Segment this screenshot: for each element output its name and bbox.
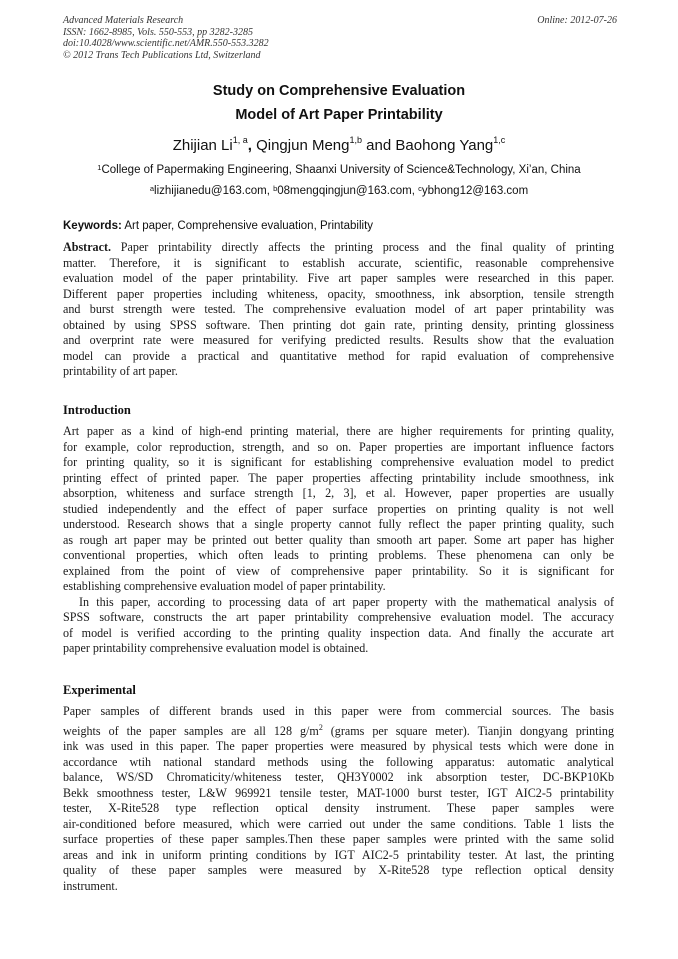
exp-line: surface properties of these paper samples.Then these paper samples were printed with the same solid bbox=[63, 832, 614, 847]
intro-line: understood. Research shows that a single property cannot fully reflect the paper printing quality, such bbox=[63, 517, 614, 531]
doi-line: doi:10.4028/www.scientific.net/AMR.550-553.3282 bbox=[63, 38, 269, 49]
exp-line: tester, X-Rite528 type reflection optical density instrument. These paper samples were bbox=[63, 801, 614, 816]
abstract-line: Different paper properties including whiteness, opacity, smoothness, ink absorption, tensile strength bbox=[63, 286, 614, 301]
intro-line: for printing quality, so it is significant for establishing comprehensive evaluation model to predict bbox=[63, 455, 614, 469]
paper-title-line-1: Study on Comprehensive Evaluation bbox=[212, 83, 466, 99]
author-list bbox=[0, 137, 678, 154]
abstract-line: and overprint rate were measured for verifying predicted results. Results show that the evaluation bbox=[63, 333, 614, 347]
section-heading-introduction: Introduction bbox=[63, 403, 131, 417]
email-mark-b: b bbox=[273, 184, 278, 193]
intro-line: establishing comprehensive evaluation model of paper printability. bbox=[63, 579, 386, 593]
intro-line: Art paper as a kind of high-end printing material, there are higher requirements for printing quality, bbox=[63, 424, 614, 438]
online-date: Online: 2012-07-26 bbox=[537, 15, 617, 26]
section-heading-experimental: Experimental bbox=[63, 683, 136, 697]
exp-line: balance, WS/SD Chromaticity/whiteness tester, QH3Y0002 ink absorption tester, DC-BKP10Kb bbox=[63, 770, 614, 785]
intro-line: printing effect of printed paper. The paper properties affecting printability include smoothness, ink bbox=[63, 470, 614, 485]
email-mark-c: c bbox=[418, 184, 422, 193]
email-mark-a: a bbox=[149, 184, 155, 193]
author-separator: , bbox=[247, 137, 257, 154]
exp-line: ink was used in this paper. The paper properties were measured by physical tests which were done in bbox=[63, 739, 614, 754]
email-a: lizhijianedu@163.com, bbox=[154, 185, 274, 197]
intro-line: explained from the point of view of comprehensive paper printability. So it is significant for bbox=[63, 563, 614, 578]
author-separator: and bbox=[362, 137, 396, 154]
intro-line: absorption, whiteness and surface strength [1, 2, 3], et al. However, paper properties are usually bbox=[63, 486, 614, 500]
exp-text: weights of the paper samples are all 128 g/m bbox=[63, 723, 319, 738]
intro-line: conventional properties, which often leads to printing problems. These phenomena can only be bbox=[63, 548, 614, 562]
intro-line: of model is verified according to the printing quality inspection data. And finally the accurate art bbox=[63, 625, 614, 640]
abstract-line: evaluation model of the paper printability. Five art paper samples were researched in this paper. bbox=[63, 271, 614, 285]
experimental-body bbox=[63, 704, 614, 894]
author-3-affiliation-mark: 1,c bbox=[493, 135, 506, 145]
exp-line: areas and ink in uniform printing conditions by IGT AIC2-5 printability tester. At last, the printing bbox=[63, 847, 614, 862]
intro-line: In this paper, according to processing data of art paper property with the mathematical analysis of bbox=[79, 594, 614, 609]
abstract-label: Abstract. bbox=[63, 240, 112, 254]
exp-line: Paper samples of different brands used in this paper were from commercial sources. The basis bbox=[63, 704, 614, 718]
exp-line bbox=[63, 720, 614, 740]
intro-line: as rough art paper may be printed out better quality than smooth art paper. Some art paper has higher bbox=[63, 532, 614, 547]
intro-line: paper printability comprehensive evaluation model is obtained. bbox=[63, 641, 369, 655]
journal-header bbox=[63, 15, 617, 61]
abstract-text: Paper printability directly affects the printing process and the final quality of printing bbox=[111, 240, 614, 254]
intro-line: for example, color reproduction, strength, and so on. Paper properties are important influence factors bbox=[63, 439, 614, 454]
exp-line: Bekk smoothness tester, L&W 969921 tensile tester, MAT-1000 burst tester, IGT AIC2-5 printability bbox=[63, 785, 614, 800]
paper-title-line-2: Model of Art Paper Printability bbox=[235, 107, 443, 123]
author-2: Qingjun Meng bbox=[256, 137, 350, 154]
keywords-text: Art paper, Comprehensive evaluation, Printability bbox=[121, 220, 374, 232]
exp-text: (grams per square meter). Tianjin dongyang printing bbox=[322, 723, 614, 738]
exp-line: air-conditioned before measured, which were carried out under the same conditions. Table 1 lists the bbox=[63, 816, 614, 831]
author-3: Baohong Yang bbox=[395, 137, 494, 154]
exp-line: instrument. bbox=[63, 878, 118, 893]
abstract-line: obtained by using SPSS software. Then printing dot gain rate, printing density, printing glossiness bbox=[63, 317, 614, 332]
author-1-affiliation-mark: 1, a bbox=[232, 135, 248, 145]
author-2-affiliation-mark: 1,b bbox=[349, 135, 363, 145]
affiliation bbox=[0, 164, 678, 176]
exp-line: quality of these paper samples were measured by X-Rite528 type reflection optical density bbox=[63, 863, 614, 878]
intro-line: studied independently and the effect of paper surface properties on printing quality is not well bbox=[63, 501, 614, 516]
exp-superscript: 2 bbox=[318, 722, 323, 732]
abstract bbox=[63, 240, 614, 380]
keywords-label: Keywords: bbox=[63, 220, 122, 232]
journal-name: Advanced Materials Research bbox=[63, 15, 184, 26]
exp-line: accordance wtih national standard methods using the following apparatus: automatic analytical bbox=[63, 754, 614, 769]
copyright-line: © 2012 Trans Tech Publications Ltd, Switzerland bbox=[63, 49, 261, 61]
abstract-line: printability of art paper. bbox=[63, 364, 178, 378]
abstract-line: model can provide a practical and quantitative method for rapid evaluation of comprehensive bbox=[63, 348, 614, 363]
affiliation-text: College of Papermaking Engineering, Shaanxi University of Science&Technology, Xi’an, China bbox=[101, 164, 581, 176]
intro-line: SPSS software, constructs the art paper printability comprehensive evaluation model. The accuracy bbox=[63, 610, 614, 624]
author-1: Zhijian Li bbox=[172, 137, 233, 154]
abstract-line: matter. Therefore, it is significant to establish accurate, scientific, reasonable comprehensive bbox=[63, 255, 614, 270]
abstract-line: and burst strength were tested. The comprehensive evaluation model of art paper printability was bbox=[63, 302, 614, 316]
issn-line: ISSN: 1662-8985, Vols. 550-553, pp 3282-3285 bbox=[63, 26, 253, 38]
author-emails bbox=[0, 185, 678, 197]
abstract-line bbox=[63, 240, 614, 256]
email-b: 08mengqingjun@163.com, bbox=[277, 185, 419, 197]
email-c: ybhong12@163.com bbox=[421, 185, 529, 197]
keywords bbox=[63, 220, 617, 232]
affiliation-mark: 1 bbox=[97, 163, 102, 172]
introduction-body bbox=[63, 424, 614, 657]
